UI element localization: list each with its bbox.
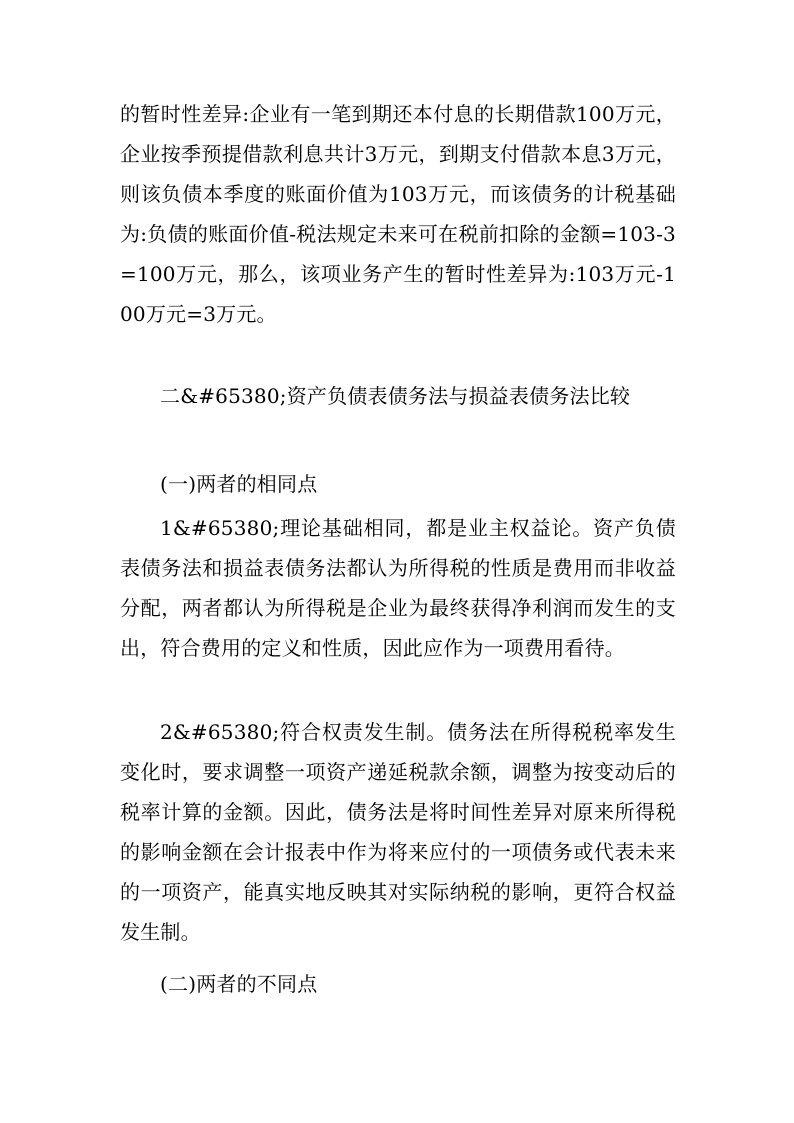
section-heading-comparison: 二&#65380;资产负债表债务法与损益表债务法比较 (160, 384, 631, 408)
subheading-similarities: (一)两者的相同点 (160, 472, 318, 496)
paragraph-point-two: 2&#65380;符合权责发生制。债务法在所得税税率发生变化时，要求调整一项资产递延税款余额，调整为按变动后的税率计算的金额。因此，债务法是将时间性差异对原来所得税的影响金额在会计报表中作为将来应付的一项债务或代表未来的一项资产，能真实地反映其对实际纳税的影响，更符合权益发生制。 (120, 720, 676, 944)
paragraph-point-one: 1&#65380;理论基础相同，都是业主权益论。资产负债表债务法和损益表债务法都认为所得税的性质是费用而非收益分配，两者都认为所得税是企业为最终获得净利润而发生的支出，符合费用的定义和性质，因此应作为一项费用看待。 (120, 516, 676, 660)
subheading-differences: (二)两者的不同点 (160, 972, 318, 996)
paragraph-temporary-difference: 的暂时性差异:企业有一笔到期还本付息的长期借款100万元，企业按季预提借款利息共计3万元，到期支付借款本息3万元，则该负债本季度的账面价值为103万元，而该债务的计税基础为:负债的账面价值-税法规定未来可在税前扣除的金额=103-3=100万元，那么，该项业务产生的暂时性差异为:103万元-100万元=3万元。 (120, 102, 676, 326)
